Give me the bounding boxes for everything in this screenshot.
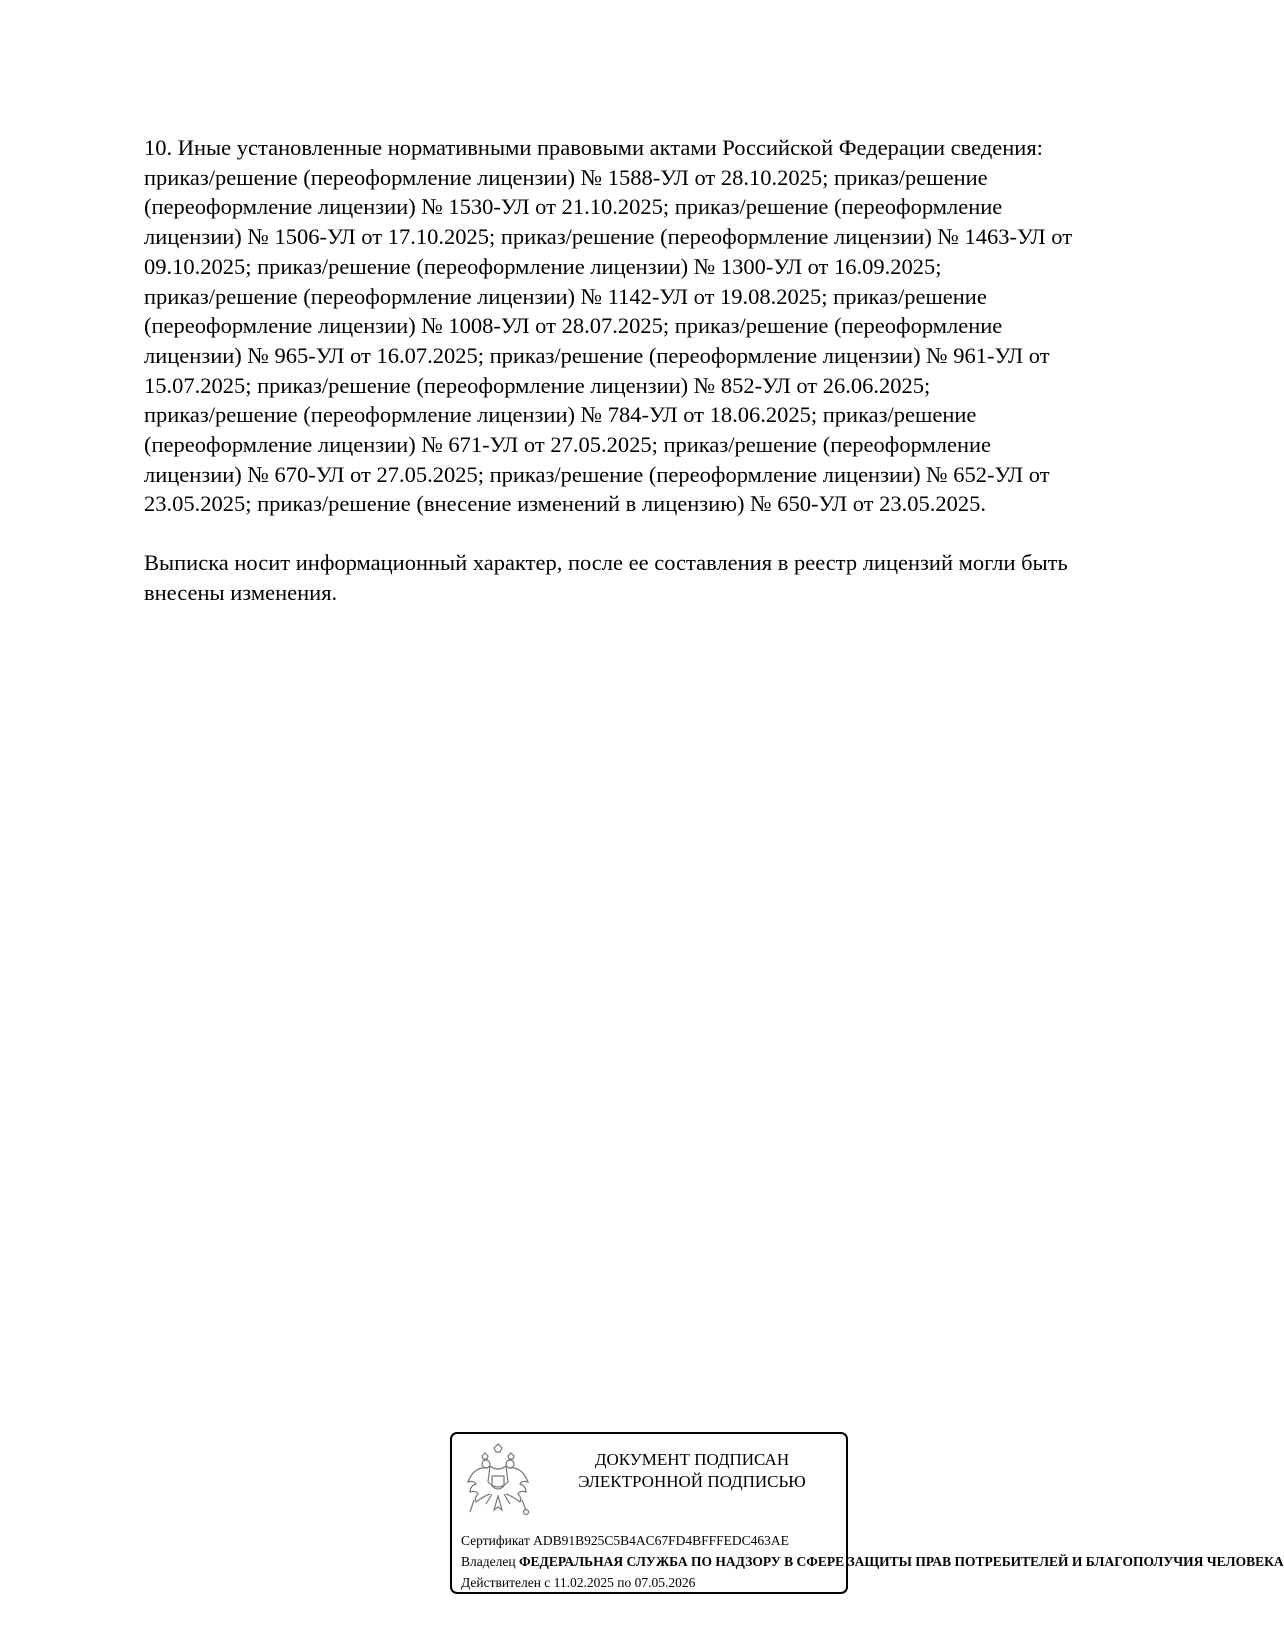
certificate-line	[461, 1532, 789, 1549]
owner-label: Владелец	[461, 1554, 516, 1569]
document-body	[144, 133, 1164, 608]
stamp-title	[542, 1449, 842, 1493]
paragraph-other-information: 10. Иные установленные нормативными правовыми актами Российской Федерации сведения: приказ/решение (переоформление лицензии) № 1588-УЛ от 28.10.2025; приказ/решение (переоформление лицензии) № 1530-УЛ от 21.10.2025; приказ/решение (переоформление лицензии) № 1506-УЛ от 17.10.2025; приказ/решение (переоформление лицензии) № 1463-УЛ от 09.10.2025; приказ/решение (переоформление лицензии) № 1300-УЛ от 16.09.2025; приказ/решение (переоформление лицензии) № 1142-УЛ от 19.08.2025; приказ/решение (переоформление лицензии) № 1008-УЛ от 28.07.2025; приказ/решение (переоформление лицензии) № 965-УЛ от 16.07.2025; приказ/решение (переоформление лицензии) № 961-УЛ от 15.07.2025; приказ/решение (переоформление лицензии) № 852-УЛ от 26.06.2025; приказ/решение (переоформление лицензии) № 784-УЛ от 18.06.2025; приказ/решение (переоформление лицензии) № 671-УЛ от 27.05.2025; приказ/решение (переоформление лицензии) № 670-УЛ от 27.05.2025; приказ/решение (переоформление лицензии) № 652-УЛ от 23.05.2025; приказ/решение (внесение изменений в лицензию) № 650-УЛ от 23.05.2025.	[144, 135, 1073, 517]
validity-line: Действителен с 11.02.2025 по 07.05.2026	[461, 1575, 696, 1590]
owner-value: ФЕДЕРАЛЬНАЯ СЛУЖБА ПО НАДЗОРУ В СФЕРЕ ЗАЩИТЫ ПРАВ ПОТРЕБИТЕЛЕЙ И БЛАГОПОЛУЧИЯ ЧЕЛОВЕКА	[518, 1554, 1284, 1569]
disclaimer-paragraph: Выписка носит информационный характер, после ее составления в реестр лицензий могли быть внесены изменения.	[144, 550, 1068, 605]
owner-line	[461, 1553, 1284, 1570]
electronic-signature-stamp	[450, 1432, 1284, 1594]
certificate-value: ADB91B925C5B4AC67FD4BFFFEDC463AE	[533, 1533, 789, 1548]
certificate-label: Сертификат	[461, 1533, 530, 1548]
stamp-title-line-2: ЭЛЕКТРОННОЙ ПОДПИСЬЮ	[578, 1472, 806, 1491]
coat-of-arms-icon	[464, 1442, 532, 1520]
stamp-title-line-1: ДОКУМЕНТ ПОДПИСАН	[594, 1450, 790, 1469]
